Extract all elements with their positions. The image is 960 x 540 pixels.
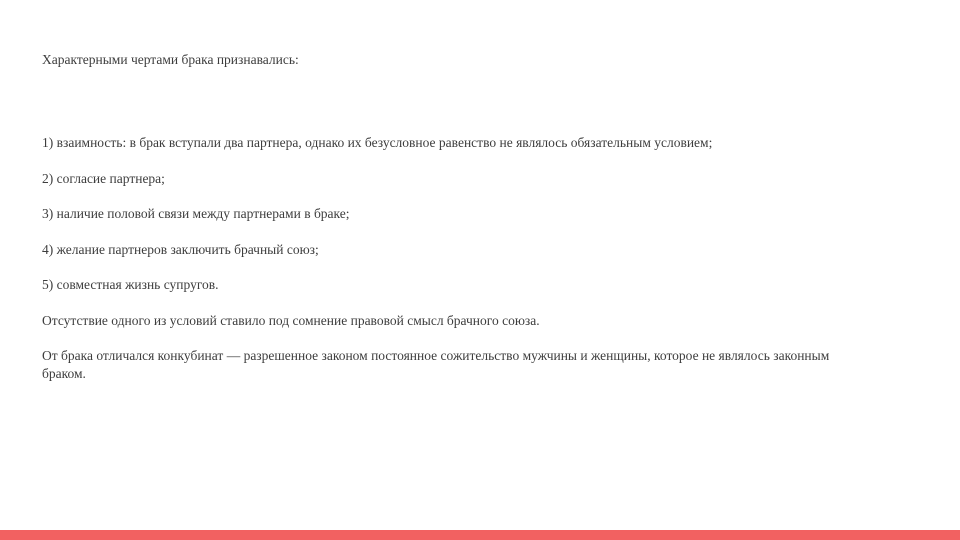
paragraph-concubinage: От брака отличался конкубинат — разрешенное законом постоянное сожительство мужчины и женщины, которое не являлось законным браком. [42,348,830,381]
list-item-relations: 3) наличие половой связи между партнерами в браке; [42,206,350,221]
list-item-cohabitation: 5) совместная жизнь супругов. [42,277,219,292]
paragraph-absence-condition: Отсутствие одного из условий ставило под сомнение правовой смысл брачного союза. [42,312,540,328]
list-item-mutuality: 1) взаимность: в брак вступали два партнера, однако их безусловное равенство не являлось обязательным условием; [42,135,713,150]
slide-heading: Характерными чертами брака признавались: [42,52,299,67]
slide-content [42,134,872,401]
list-item-desire: 4) желание партнеров заключить брачный союз; [42,241,319,257]
list-item-consent: 2) согласие партнера; [42,170,165,186]
accent-bar [0,530,960,540]
